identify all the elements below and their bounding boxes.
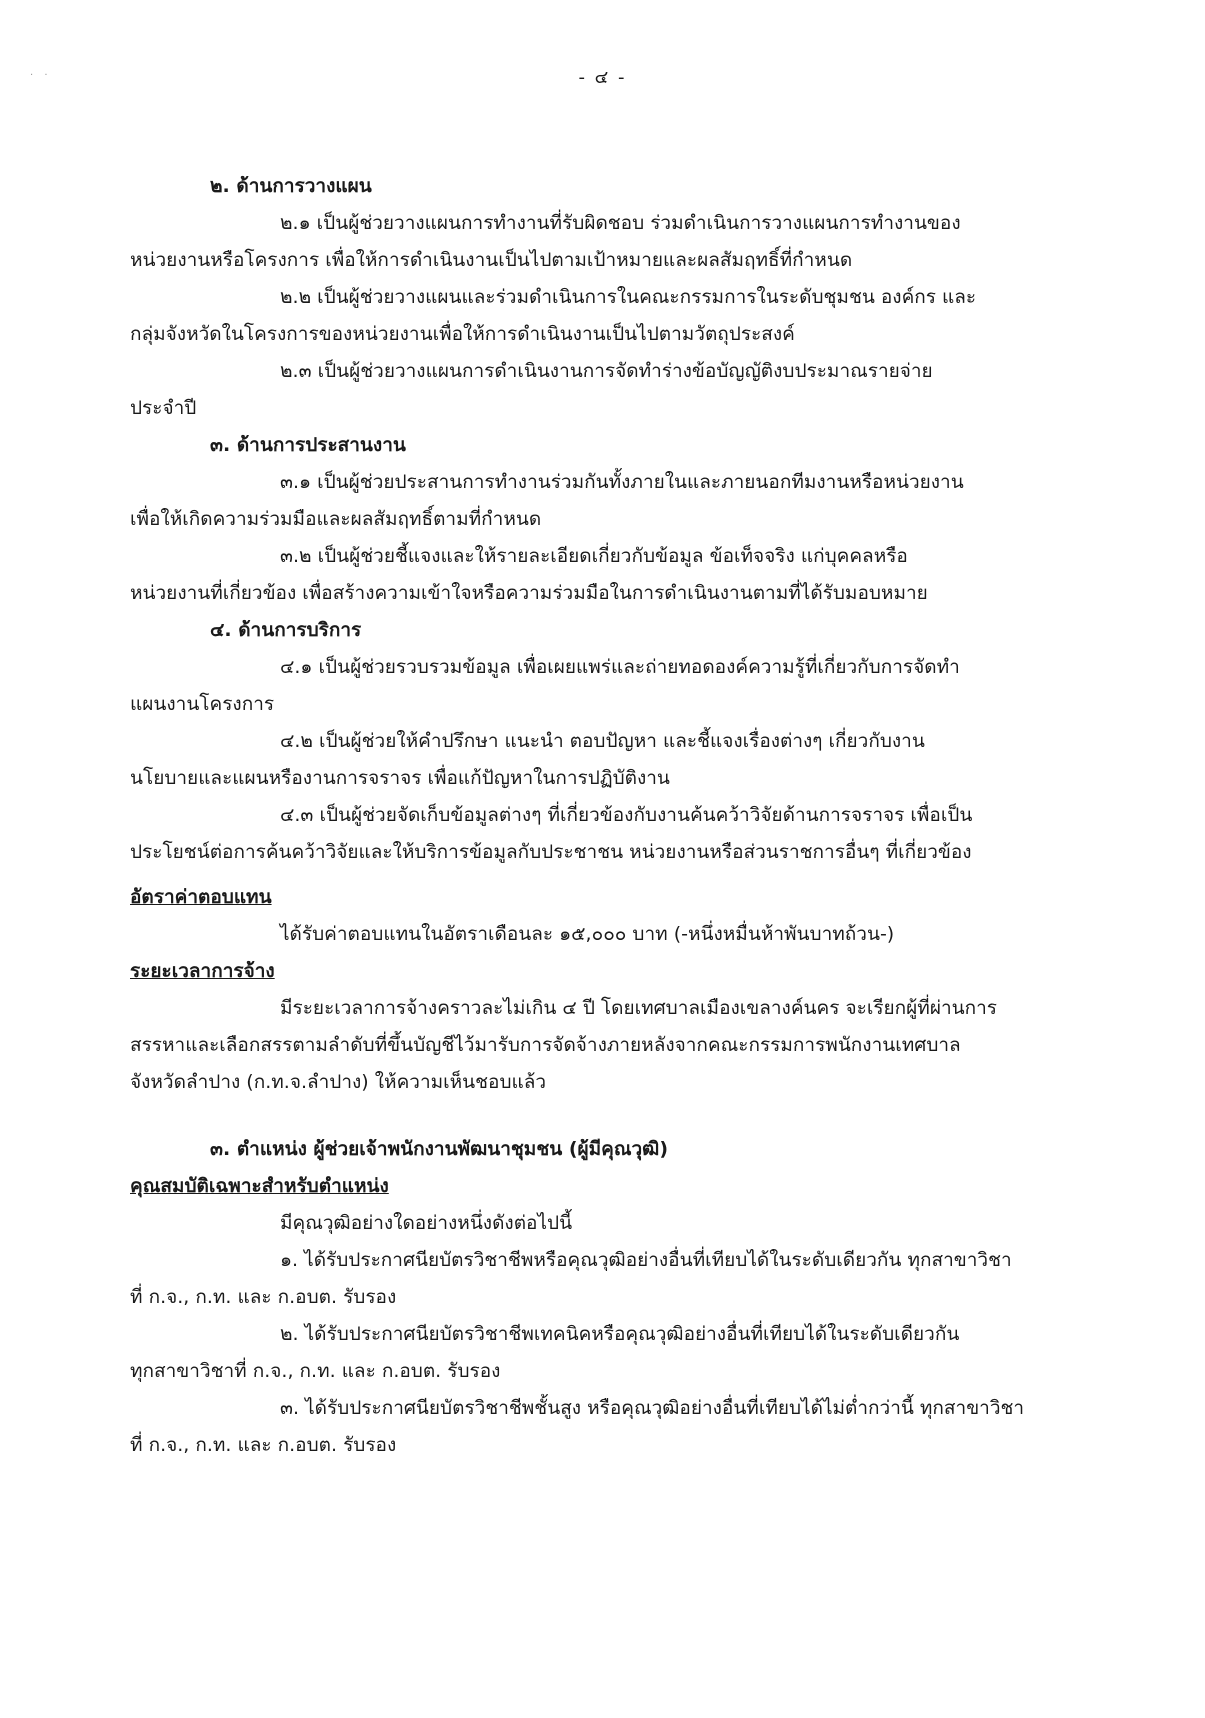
item-line: หน่วยงานหรือโครงการ เพื่อให้การดำเนินงานเป็นไปตามเป้าหมายและผลสัมฤทธิ์ที่กำหนด (130, 249, 853, 271)
section-heading: ๒. ด้านการวางแผน (210, 175, 372, 197)
item-line: เพื่อให้เกิดความร่วมมือและผลสัมฤทธิ์ตามที่กำหนด (130, 508, 542, 530)
position-title: ๓. ตำแหน่ง ผู้ช่วยเจ้าพนักงานพัฒนาชุมชน (ผู้มีคุณวุฒิ) (210, 1138, 669, 1160)
qualification-heading: คุณสมบัติเฉพาะสำหรับตำแหน่ง (130, 1175, 389, 1197)
item-line: ประโยชน์ต่อการค้นคว้าวิจัยและให้บริการข้อมูลกับประชาชน หน่วยงานหรือส่วนราชการอื่นๆ ที่เกี่ยวข้อง (130, 841, 972, 863)
section-coordination (130, 427, 1080, 612)
item-line: ๔.๑ เป็นผู้ช่วยรวบรวมข้อมูล เพื่อเผยแพร่และถ่ายทอดองค์ความรู้ที่เกี่ยวกับการจัดทำ (280, 656, 960, 678)
employment-period-line: สรรหาและเลือกสรรตามลำดับที่ขึ้นบัญชีไว้มารับการจัดจ้างภายหลังจากคณะกรรมการพนักงานเทศบาล (130, 1034, 961, 1056)
page-number: - ๔ - (578, 67, 627, 88)
item-line: ๓.๑ เป็นผู้ช่วยประสานการทำงานร่วมกันทั้งภายในและภายนอกทีมงานหรือหน่วยงาน (280, 471, 964, 493)
item-line: แผนงานโครงการ (130, 693, 275, 715)
item-line: ๒.๑ เป็นผู้ช่วยวางแผนการทำงานที่รับผิดชอบ ร่วมดำเนินการวางแผนการทำงานของ (280, 212, 961, 234)
employment-period-line: มีระยะเวลาการจ้างคราวละไม่เกิน ๔ ปี โดยเทศบาลเมืองเขลางค์นคร จะเรียกผู้ที่ผ่านการ (280, 997, 997, 1019)
section-compensation (130, 879, 1080, 953)
employment-period-heading: ระยะเวลาการจ้าง (130, 960, 275, 982)
document-body (130, 168, 1080, 1464)
employment-period-line: จังหวัดลำปาง (ก.ท.จ.ลำปาง) ให้ความเห็นชอบแล้ว (130, 1071, 547, 1093)
section-employment-period (130, 953, 1080, 1101)
item-line: ๒.๓ เป็นผู้ช่วยวางแผนการดำเนินงานการจัดทำร่างข้อบัญญัติงบประมาณรายจ่าย (280, 360, 933, 382)
item-line: ๑. ได้รับประกาศนียบัตรวิชาชีพหรือคุณวุฒิอย่างอื่นที่เทียบได้ในระดับเดียวกัน ทุกสาขาวิชา (280, 1249, 1012, 1271)
compensation-heading: อัตราค่าตอบแทน (130, 886, 272, 908)
item-line: หน่วยงานที่เกี่ยวข้อง เพื่อสร้างความเข้าใจหรือความร่วมมือในการดำเนินงานตามที่ได้รับมอบหมาย (130, 582, 928, 604)
scan-specks: · · (30, 70, 52, 81)
item-line: ๓. ได้รับประกาศนียบัตรวิชาชีพชั้นสูง หรือคุณวุฒิอย่างอื่นที่เทียบได้ไม่ต่ำกว่านี้ ทุกสาขาวิชา (280, 1397, 1025, 1419)
section-planning (130, 168, 1080, 427)
item-line: กลุ่มจังหวัดในโครงการของหน่วยงานเพื่อให้การดำเนินงานเป็นไปตามวัตถุประสงค์ (130, 323, 795, 345)
item-line: ที่ ก.จ., ก.ท. และ ก.อบต. รับรอง (130, 1286, 397, 1308)
item-line: นโยบายและแผนหรืองานการจราจร เพื่อแก้ปัญหาในการปฏิบัติงาน (130, 767, 670, 789)
item-line: ๓.๒ เป็นผู้ช่วยชี้แจงและให้รายละเอียดเกี่ยวกับข้อมูล ข้อเท็จจริง แก่บุคคลหรือ (280, 545, 908, 567)
section-position-3 (130, 1131, 1080, 1464)
section-heading: ๓. ด้านการประสานงาน (210, 434, 406, 456)
item-line: ๔.๒ เป็นผู้ช่วยให้คำปรึกษา แนะนำ ตอบปัญหา และชี้แจงเรื่องต่างๆ เกี่ยวกับงาน (280, 730, 925, 752)
compensation-text: ได้รับค่าตอบแทนในอัตราเดือนละ ๑๕,๐๐๐ บาท (-หนึ่งหมื่นห้าพันบาทถ้วน-) (280, 923, 895, 945)
item-line: ที่ ก.จ., ก.ท. และ ก.อบต. รับรอง (130, 1434, 397, 1456)
section-heading: ๔. ด้านการบริการ (210, 619, 362, 641)
item-line: ๒. ได้รับประกาศนียบัตรวิชาชีพเทคนิคหรือคุณวุฒิอย่างอื่นที่เทียบได้ในระดับเดียวกัน (280, 1323, 960, 1345)
item-line: ๒.๒ เป็นผู้ช่วยวางแผนและร่วมดำเนินการในคณะกรรมการในระดับชุมชน องค์กร และ (280, 286, 977, 308)
item-line: ๔.๓ เป็นผู้ช่วยจัดเก็บข้อมูลต่างๆ ที่เกี่ยวข้องกับงานค้นคว้าวิจัยด้านการจราจร เพื่อเป็น (280, 804, 973, 826)
section-service (130, 612, 1080, 871)
qualification-intro: มีคุณวุฒิอย่างใดอย่างหนึ่งดังต่อไปนี้ (280, 1212, 573, 1234)
item-line: ประจำปี (130, 397, 197, 419)
item-line: ทุกสาขาวิชาที่ ก.จ., ก.ท. และ ก.อบต. รับรอง (130, 1360, 501, 1382)
